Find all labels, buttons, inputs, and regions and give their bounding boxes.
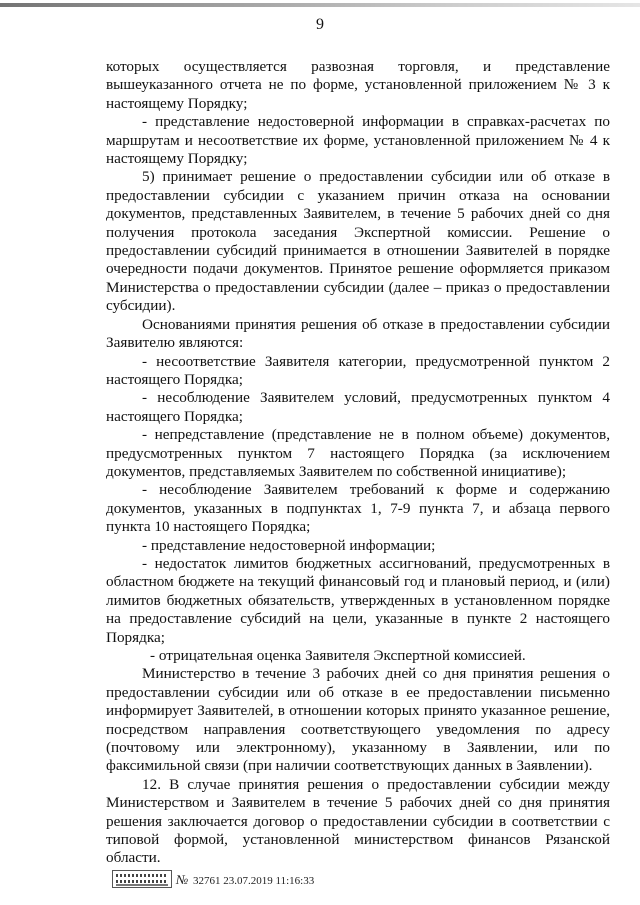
- paragraph-bullet: - недостаток лимитов бюджетных ассигнований, предусмотренных в областном бюджете на текущий финансовый год и плановый период, и (или) лимитов бюджетных обязательств, утвержденных в установленном порядке на предоставление субсидий на цели, указанные в пункте 2 настоящего Порядка;: [106, 554, 610, 646]
- registry-stamp-icon: [112, 870, 172, 888]
- paragraph-bullet: - несоблюдение Заявителем требований к форме и содержанию документов, указанных в подпунктах 1, 7-9 пункта 7, и абзаца первого пункта 10 настоящего Порядка;: [106, 481, 610, 536]
- paragraph-bullet: - представление недостоверной информации;: [142, 536, 436, 554]
- paragraph-item-5: 5) принимает решение о предоставлении субсидии или об отказе в предоставлении субсидии с указанием причин отказа на основании документов, представленных Заявителем, в течение 5 рабочих дней со дня получения протокола заседания Экспертной комиссии. Решение о предоставлении субсидий принимается в отношении Заявителей в порядке очередности подачи документов. Принятое решение оформляется приказом Министерства о предоставлении субсидии (далее – приказ о предоставлении субсидии).: [106, 168, 610, 315]
- paragraph-bullet: - представление недостоверной информации в справках-расчетах по маршрутам и несоответствие их форме, установленной приложением № 4 к настоящему Порядку;: [106, 113, 610, 168]
- paragraph-refusal-grounds: Основаниями принятия решения об отказе в предоставлении субсидии Заявителю являются:: [106, 315, 610, 352]
- paragraph-bullet: - несоответствие Заявителя категории, предусмотренной пунктом 2 настоящего Порядка;: [106, 352, 610, 388]
- document-body: [106, 58, 610, 868]
- paragraph-bullet: - несоблюдение Заявителем условий, предусмотренных пунктом 4 настоящего Порядка;: [106, 389, 610, 425]
- document-footer: [112, 870, 412, 892]
- registration-text: 32761 23.07.2019 11:16:33: [193, 875, 315, 887]
- paragraph-continuation: которых осуществляется развозная торговля, и представление вышеуказанного отчета не по форме, установленной приложением № 3 к настоящему Порядку;: [106, 58, 610, 112]
- scan-top-edge: [0, 3, 640, 7]
- paragraph-bullet: - непредставление (представление не в полном объеме) документов, предусмотренных пунктом 7 настоящего Порядка (за исключением документов, представляемых Заявителем по собственной инициативе);: [106, 426, 610, 480]
- paragraph-item-12: 12. В случае принятия решения о предоставлении субсидии между Министерством и Заявителем в течение 5 рабочих дней со дня принятия решения заключается договор о предоставлении субсидии в соответствии с типовой формой, установленной министерством финансов Рязанской области.: [106, 775, 610, 867]
- number-sign: №: [176, 872, 189, 887]
- registration-number: [176, 872, 314, 888]
- paragraph-bullet: - отрицательная оценка Заявителя Экспертной комиссией.: [150, 647, 526, 664]
- paragraph-notification: Министерство в течение 3 рабочих дней со дня принятия решения о предоставлении субсидии или об отказе в ее предоставлении письменно информирует Заявителей, в отношении которых принято указанное решение, посредством направления соответствующего уведомления по адресу (почтовому или электронному), указанному в Заявлении, или по факсимильной связи (при наличии соответствующих данных в Заявлении).: [106, 665, 610, 775]
- page-number: 9: [316, 16, 324, 33]
